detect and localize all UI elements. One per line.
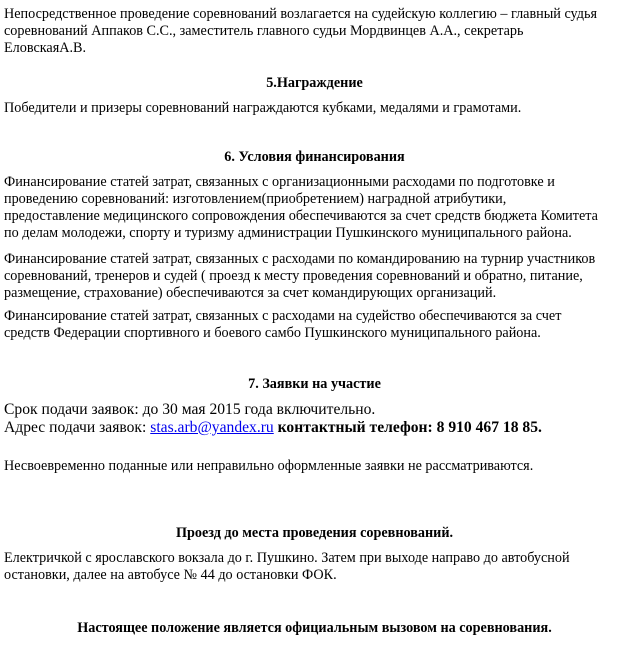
referees-line-3: ЕловскаяА.В. — [4, 40, 87, 56]
closing-statement: Настоящее положение является официальным вызовом на соревнования. — [77, 620, 552, 636]
financing-2-line-3: размещение, страхование) обеспечиваются за счет командирующих организаций. — [4, 285, 497, 301]
section-6-heading: 6. Условия финансирования — [224, 149, 405, 165]
application-note-paragraph — [4, 458, 624, 475]
section-5-heading: 5.Награждение — [266, 75, 363, 91]
financing-paragraph-1 — [4, 174, 624, 242]
referees-line-1: Непосредственное проведение соревнований возлагается на судейскую коллегию – главный судья — [4, 6, 597, 22]
referees-line-2: соревнований Аппаков С.С., заместитель главного судьи Мордвинцев А.А., секретарь — [4, 23, 524, 39]
application-email-link[interactable]: stas.arb@yandex.ru — [150, 419, 274, 436]
financing-2-line-1: Финансирование статей затрат, связанных с расходами по командированию на турнир участников — [4, 251, 596, 267]
application-note: Несвоевременно поданные или неправильно оформленные заявки не рассматриваются. — [4, 458, 534, 474]
application-deadline: Срок подачи заявок: до 30 мая 2015 года включительно. — [4, 401, 376, 418]
financing-paragraph-2 — [4, 251, 624, 302]
financing-3-line-2: средств Федерации спортивного и боевого самбо Пушкинского муниципального района. — [4, 325, 541, 341]
awards-text: Победители и призеры соревнований награждаются кубками, медалями и грамотами. — [4, 100, 522, 116]
application-address-line — [4, 419, 624, 437]
travel-line-2: остановки, далее на автобусе № 44 до остановки ФОК. — [4, 567, 337, 583]
financing-2-line-2: соревнований, тренеров и судей ( проезд к месту проведения соревнований и обратно, питание, — [4, 268, 583, 284]
section-7-heading: 7. Заявки на участие — [248, 376, 381, 392]
financing-1-line-2: проведению соревнований: изготовлением(приобретением) наградной атрибутики, — [4, 191, 507, 207]
contact-phone: контактный телефон: 8 910 467 18 85. — [273, 419, 542, 436]
financing-paragraph-3 — [4, 308, 624, 342]
awards-paragraph — [4, 100, 624, 117]
travel-paragraph — [4, 550, 624, 584]
financing-1-line-4: по делам молодежи, спорту и туризму администрации Пушкинского муниципального района. — [4, 225, 572, 241]
financing-1-line-3: предоставление медицинского сопровождения обеспечиваются за счет средств бюджета Комитета — [4, 208, 598, 224]
referees-paragraph — [4, 6, 624, 57]
application-address-label: Адрес подачи заявок: — [4, 419, 151, 436]
travel-line-1: Електричкой с ярославского вокзала до г. Пушкино. Затем при выходе направо до автобусной — [4, 550, 570, 566]
financing-1-line-1: Финансирование статей затрат, связанных с организационными расходами по подготовке и — [4, 174, 555, 190]
financing-3-line-1: Финансирование статей затрат, связанных с расходами на судейство обеспечиваются за счет — [4, 308, 562, 324]
travel-heading: Проезд до места проведения соревнований. — [175, 525, 454, 541]
application-paragraph — [4, 401, 624, 437]
